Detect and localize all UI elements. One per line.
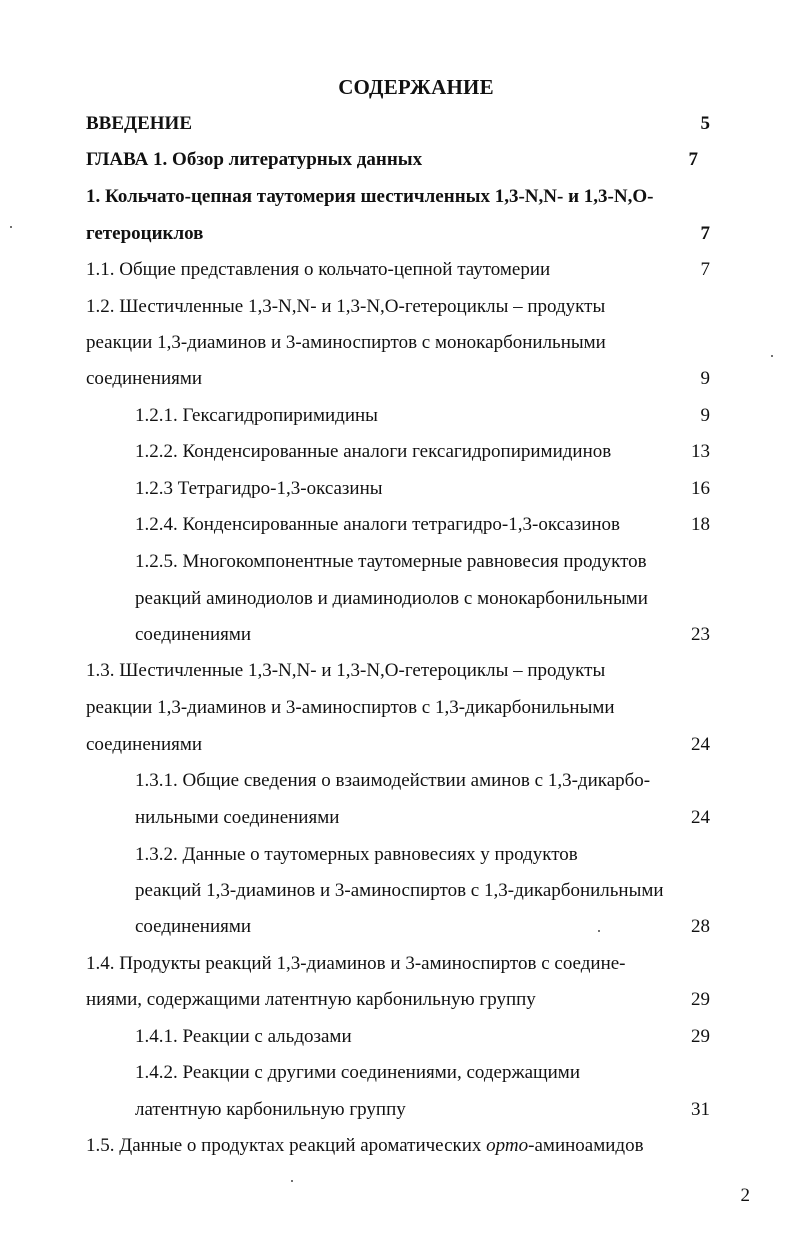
toc-entry-text: 1.4.1. Реакции с альдозами <box>135 1026 352 1047</box>
toc-page-number: 7 <box>688 149 698 170</box>
scan-speck <box>10 226 12 228</box>
toc-entry-text: ГЛАВА 1. Обзор литературных данных <box>86 149 423 170</box>
toc-entry-text: 1.2.3 Тетрагидро-1,3-оксазины <box>135 478 383 499</box>
toc-entry-1-3-2-line-1 <box>0 840 796 870</box>
toc-entry-text: реакции 1,3-диаминов и 3-аминоспиртов с монокарбонильными <box>86 332 606 353</box>
toc-entry-1-1 <box>0 255 796 285</box>
toc-entry-1-2-line-1 <box>0 292 796 322</box>
toc-entry-1-2-line-3 <box>0 364 796 394</box>
toc-entry-1-3-2-line-3 <box>0 912 796 942</box>
toc-page-number: 5 <box>700 113 710 134</box>
toc-entry-text: ВВЕДЕНИЕ <box>86 113 192 134</box>
toc-entry-text: ниями, содержащими латентную карбонильную группу <box>86 989 536 1010</box>
toc-entry-text: 1.2. Шестичленные 1,3-N,N- и 1,3-N,O-гетероциклы – продукты <box>86 296 606 317</box>
toc-entry-1-3-line-2 <box>0 693 796 723</box>
toc-entry-1-3-line-1 <box>0 656 796 686</box>
toc-entry-text: 1.4.2. Реакции с другими соединениями, содержащими <box>135 1062 580 1083</box>
toc-entry-text: 1.3.2. Данные о таутомерных равновесиях у продуктов <box>135 844 578 865</box>
toc-page-number: 29 <box>691 1026 710 1047</box>
toc-entry-1-3-1-line-1 <box>0 766 796 796</box>
toc-page-number: 18 <box>691 514 710 535</box>
toc-entry-text: реакций аминодиолов и диаминодиолов с монокарбонильными <box>135 588 648 609</box>
toc-entry-text: 1.2.4. Конденсированные аналоги тетрагидро-1,3-оксазинов <box>135 514 621 535</box>
toc-entry-text: 1.2.5. Многокомпонентные таутомерные равновесия продуктов <box>135 551 647 572</box>
toc-entry-text: 1.2.1. Гексагидропиримидины <box>135 405 378 426</box>
toc-entry-section-1-line-2 <box>0 219 796 249</box>
toc-entry-1-2-3 <box>0 474 796 504</box>
toc-entry-1-4-line-1 <box>0 949 796 979</box>
toc-entry-1-3-1-line-2 <box>0 803 796 833</box>
toc-page-number: 9 <box>700 405 710 426</box>
toc-entry-intro <box>0 109 796 139</box>
toc-entry-1-2-5-line-2 <box>0 584 796 614</box>
toc-page-number: 24 <box>691 734 710 755</box>
toc-entry-text-part: 1.5. Данные о продуктах реакций ароматических <box>86 1135 487 1156</box>
toc-entry-chapter-1 <box>0 145 796 175</box>
toc-page-number: 24 <box>691 807 710 828</box>
toc-entry-1-5 <box>0 1131 796 1161</box>
toc-entry-text: соединениями <box>86 368 203 389</box>
toc-entry-text: 1.3.1. Общие сведения о взаимодействии аминов с 1,3-дикарбо- <box>135 770 651 791</box>
toc-entry-text: соединениями <box>135 624 252 645</box>
toc-entry-text-italic: орто <box>486 1135 529 1156</box>
toc-entry-1-2-5-line-3 <box>0 620 796 650</box>
toc-page-number: 28 <box>691 916 710 937</box>
toc-entry-text: 1.2.2. Конденсированные аналоги гексагидропиримидинов <box>135 441 612 462</box>
toc-entry-1-4-2-line-1 <box>0 1058 796 1088</box>
toc-entry-text: 1.3. Шестичленные 1,3-N,N- и 1,3-N,O-гетероциклы – продукты <box>86 660 606 681</box>
toc-entry-text: нильными соединениями <box>135 807 340 828</box>
toc-entry-1-3-line-3 <box>0 730 796 760</box>
toc-entry-1-2-4 <box>0 510 796 540</box>
toc-entry-text: гетероциклов <box>86 223 204 244</box>
toc-page-number: 9 <box>700 368 710 389</box>
toc-page-number: 7 <box>700 223 710 244</box>
toc-entry-text: 1. Кольчато-цепная таутомерия шестичленных 1,3-N,N- и 1,3-N,O- <box>86 186 654 207</box>
toc-page-number: 16 <box>691 478 710 499</box>
toc-entry-text-part: -аминоамидов <box>528 1135 644 1156</box>
toc-entry-1-2-1 <box>0 401 796 431</box>
toc-entry-text: реакции 1,3-диаминов и 3-аминоспиртов с 1,3-дикарбонильными <box>86 697 615 718</box>
scan-speck <box>771 355 773 357</box>
toc-page-number: 31 <box>691 1099 710 1120</box>
toc-entry-text: 1.1. Общие представления о кольчато-цепной таутомерии <box>86 259 551 280</box>
toc-entry-section-1-line-1 <box>0 182 796 212</box>
toc-page-number: 7 <box>700 259 710 280</box>
scan-speck <box>598 930 600 932</box>
toc-entry-1-4-1 <box>0 1022 796 1052</box>
toc-entry-text: соединениями <box>86 734 203 755</box>
toc-entry-1-2-2 <box>0 437 796 467</box>
page-title: СОДЕРЖАНИЕ <box>338 75 494 99</box>
toc-entry-text: 1.4. Продукты реакций 1,3-диаминов и 3-аминоспиртов с соедине- <box>86 953 626 974</box>
toc-entry-1-2-5-line-1 <box>0 547 796 577</box>
toc-page-number: 23 <box>691 624 710 645</box>
toc-entry-1-4-2-line-2 <box>0 1095 796 1125</box>
toc-entry-text: реакций 1,3-диаминов и 3-аминоспиртов с 1,3-дикарбонильными <box>135 880 664 901</box>
toc-entry-1-3-2-line-2 <box>0 876 796 906</box>
toc-entry-text <box>86 1131 644 1161</box>
toc-entry-text: латентную карбонильную группу <box>135 1099 406 1120</box>
toc-page-number: 13 <box>691 441 710 462</box>
scan-speck <box>291 1180 293 1182</box>
toc-entry-1-4-line-2 <box>0 985 796 1015</box>
page-number: 2 <box>740 1185 750 1206</box>
toc-page-number: 29 <box>691 989 710 1010</box>
toc-entry-1-2-line-2 <box>0 328 796 358</box>
toc-entry-text: соединениями <box>135 916 252 937</box>
